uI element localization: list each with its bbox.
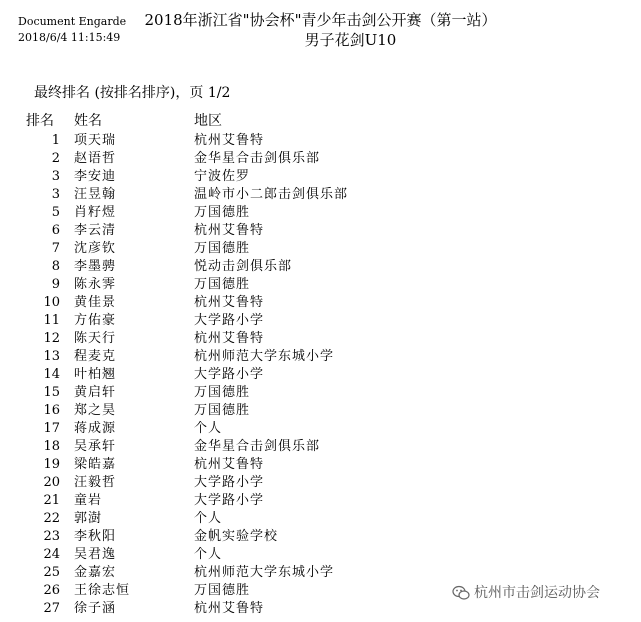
table-row <box>0 240 641 258</box>
table-row <box>0 384 641 402</box>
region-cell: 宁波佐罗 <box>194 169 251 184</box>
region-cell: 个人 <box>194 547 223 562</box>
table-row <box>0 402 641 420</box>
rank-cell: 6 <box>51 223 60 238</box>
rank-cell: 21 <box>43 493 60 508</box>
name-cell: 陈永霁 <box>74 277 117 292</box>
rank-cell: 18 <box>43 439 60 454</box>
region-cell: 大学路小学 <box>194 367 265 382</box>
table-row <box>0 564 641 582</box>
name-cell: 程麦克 <box>74 349 117 364</box>
region-cell: 万国德胜 <box>194 583 251 598</box>
software-name: Document Engarde <box>18 15 127 28</box>
table-row <box>0 348 641 366</box>
rank-cell: 11 <box>43 313 60 328</box>
region-cell: 个人 <box>194 511 223 526</box>
region-cell: 悦动击剑俱乐部 <box>194 259 293 274</box>
region-cell: 杭州艾鲁特 <box>194 457 265 472</box>
region-cell: 杭州艾鲁特 <box>194 601 265 616</box>
watermark-text: 杭州市击剑运动协会 <box>474 585 600 601</box>
table-row <box>0 510 641 528</box>
column-header-region: 地区 <box>194 113 222 129</box>
section-title: 最终排名 (按排名排序)，页 1/2 <box>34 85 231 101</box>
rank-cell: 17 <box>43 421 60 436</box>
rank-cell: 27 <box>43 601 60 616</box>
region-cell: 杭州师范大学东城小学 <box>194 349 335 364</box>
name-cell: 赵语哲 <box>74 151 117 166</box>
table-row <box>0 222 641 240</box>
page-title: 2018年浙江省"协会杯"青少年击剑公开赛（第一站） <box>144 11 497 29</box>
rank-cell: 19 <box>43 457 60 472</box>
rank-cell: 1 <box>51 133 60 148</box>
rank-cell: 15 <box>43 385 60 400</box>
table-row <box>0 294 641 312</box>
name-cell: 李安迪 <box>74 169 117 184</box>
name-cell: 黄佳景 <box>74 295 117 310</box>
region-cell: 大学路小学 <box>194 313 265 328</box>
ranking-table <box>0 132 641 618</box>
region-cell: 万国德胜 <box>194 277 251 292</box>
region-cell: 温岭市小二郎击剑俱乐部 <box>194 187 349 202</box>
table-row <box>0 456 641 474</box>
rank-cell: 20 <box>43 475 60 490</box>
rank-cell: 8 <box>51 259 60 274</box>
name-cell: 徐子涵 <box>74 601 117 616</box>
rank-cell: 3 <box>51 169 60 184</box>
region-cell: 大学路小学 <box>194 475 265 490</box>
region-cell: 大学路小学 <box>194 493 265 508</box>
name-cell: 方佑豪 <box>74 313 117 328</box>
region-cell: 杭州艾鲁特 <box>194 295 265 310</box>
rank-cell: 22 <box>43 511 60 526</box>
name-cell: 金嘉宏 <box>74 565 117 580</box>
rank-cell: 2 <box>51 151 60 166</box>
table-row <box>0 258 641 276</box>
region-cell: 杭州艾鲁特 <box>194 331 265 346</box>
column-header-rank: 排名 <box>26 113 54 129</box>
region-cell: 金华星合击剑俱乐部 <box>194 151 321 166</box>
table-row <box>0 366 641 384</box>
name-cell: 梁皓嘉 <box>74 457 117 472</box>
region-cell: 万国德胜 <box>194 385 251 400</box>
wechat-icon <box>452 585 470 601</box>
name-cell: 王徐志恒 <box>74 583 131 598</box>
rank-cell: 14 <box>43 367 60 382</box>
rank-cell: 12 <box>43 331 60 346</box>
rank-cell: 7 <box>51 241 60 256</box>
rank-cell: 13 <box>43 349 60 364</box>
rank-cell: 9 <box>51 277 60 292</box>
region-cell: 杭州艾鲁特 <box>194 223 265 238</box>
name-cell: 李云清 <box>74 223 117 238</box>
table-row <box>0 420 641 438</box>
table-row <box>0 132 641 150</box>
table-row <box>0 474 641 492</box>
region-cell: 杭州师范大学东城小学 <box>194 565 335 580</box>
name-cell: 沈彦钦 <box>74 241 117 256</box>
table-row <box>0 276 641 294</box>
name-cell: 蒋成源 <box>74 421 117 436</box>
name-cell: 汪毅哲 <box>74 475 117 490</box>
event-subtitle: 男子花剑U10 <box>304 31 397 49</box>
rank-cell: 25 <box>43 565 60 580</box>
table-row <box>0 330 641 348</box>
region-cell: 万国德胜 <box>194 241 251 256</box>
rank-cell: 26 <box>43 583 60 598</box>
print-timestamp: 2018/6/4 11:15:49 <box>18 31 121 44</box>
rank-cell: 3 <box>51 187 60 202</box>
name-cell: 项天瑞 <box>74 133 117 148</box>
region-cell: 杭州艾鲁特 <box>194 133 265 148</box>
name-cell: 李秋阳 <box>74 529 117 544</box>
name-cell: 汪昱翰 <box>74 187 117 202</box>
name-cell: 吴君逸 <box>74 547 117 562</box>
table-row <box>0 438 641 456</box>
rank-cell: 10 <box>43 295 60 310</box>
table-row <box>0 186 641 204</box>
name-cell: 郭澍 <box>74 511 103 526</box>
rank-cell: 24 <box>43 547 60 562</box>
region-cell: 个人 <box>194 421 223 436</box>
rank-cell: 5 <box>51 205 60 220</box>
table-row <box>0 168 641 186</box>
name-cell: 李墨骋 <box>74 259 117 274</box>
name-cell: 吴承轩 <box>74 439 117 454</box>
name-cell: 陈天行 <box>74 331 117 346</box>
rank-cell: 23 <box>43 529 60 544</box>
name-cell: 童岩 <box>74 493 103 508</box>
region-cell: 金华星合击剑俱乐部 <box>194 439 321 454</box>
name-cell: 郑之昊 <box>74 403 117 418</box>
table-row <box>0 312 641 330</box>
table-row <box>0 546 641 564</box>
name-cell: 肖籽煜 <box>74 205 117 220</box>
region-cell: 万国德胜 <box>194 205 251 220</box>
name-cell: 黄启轩 <box>74 385 117 400</box>
region-cell: 万国德胜 <box>194 403 251 418</box>
rank-cell: 16 <box>43 403 60 418</box>
name-cell: 叶柏翘 <box>74 367 117 382</box>
table-row <box>0 492 641 510</box>
table-row <box>0 204 641 222</box>
region-cell: 金帆实验学校 <box>194 529 279 544</box>
column-header-name: 姓名 <box>74 113 102 129</box>
table-row <box>0 528 641 546</box>
table-row <box>0 150 641 168</box>
